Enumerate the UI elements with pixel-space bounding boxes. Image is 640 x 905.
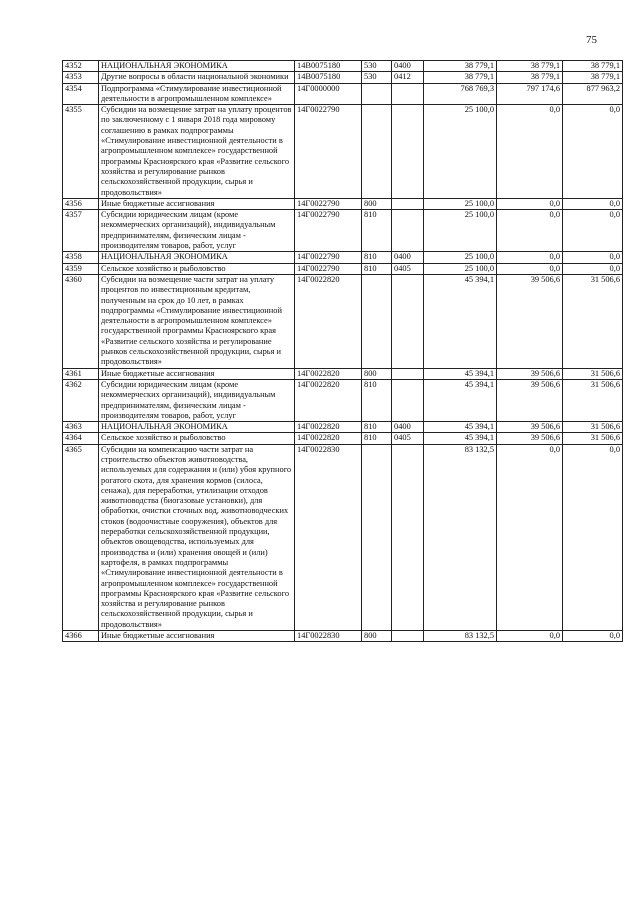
row-amount-year-3: 38 779,1 [563,61,623,72]
row-number: 4366 [63,631,99,642]
row-number: 4363 [63,422,99,433]
row-amount-year-1: 25 100,0 [424,198,497,209]
row-expense-type: 800 [362,198,392,209]
row-amount-year-1: 25 100,0 [424,210,497,252]
table-row [63,83,623,105]
row-expense-type: 810 [362,379,392,421]
row-amount-year-1: 45 394,1 [424,368,497,379]
row-name: Субсидии юридическим лицам (кроме некоммерческих организаций), индивидуальным предпринимателям, физическим лицам - производителям товаров, работ, услуг [99,379,295,421]
row-name: Сельское хозяйство и рыболовство [99,433,295,444]
row-amount-year-1: 25 100,0 [424,252,497,263]
table-row [63,444,623,630]
row-name: НАЦИОНАЛЬНАЯ ЭКОНОМИКА [99,61,295,72]
row-target-code: 14Г0022830 [295,444,362,630]
table-row [63,422,623,433]
row-amount-year-2: 0,0 [497,105,563,199]
row-name: Иные бюджетные ассигнования [99,368,295,379]
row-amount-year-2: 39 506,6 [497,379,563,421]
row-amount-year-2: 0,0 [497,444,563,630]
row-number: 4354 [63,83,99,105]
row-target-code: 14Г0022830 [295,631,362,642]
row-number: 4356 [63,198,99,209]
row-number: 4362 [63,379,99,421]
row-amount-year-1: 45 394,1 [424,379,497,421]
row-target-code: 14Г0022820 [295,379,362,421]
row-amount-year-2: 0,0 [497,252,563,263]
row-name: Субсидии юридическим лицам (кроме некоммерческих организаций), индивидуальным предпринимателям, физическим лицам - производителям товаров, работ, услуг [99,210,295,252]
row-section-code [392,631,424,642]
row-name: Другие вопросы в области национальной экономики [99,72,295,83]
row-number: 4352 [63,61,99,72]
row-expense-type: 810 [362,422,392,433]
row-amount-year-1: 38 779,1 [424,72,497,83]
row-expense-type: 530 [362,72,392,83]
row-expense-type [362,105,392,199]
row-number: 4365 [63,444,99,630]
row-target-code: 14В0075180 [295,61,362,72]
row-number: 4359 [63,263,99,274]
row-target-code: 14Г0000000 [295,83,362,105]
budget-table [62,60,623,642]
row-section-code: 0405 [392,263,424,274]
row-number: 4355 [63,105,99,199]
row-amount-year-3: 0,0 [563,263,623,274]
row-name: Иные бюджетные ассигнования [99,198,295,209]
row-amount-year-1: 45 394,1 [424,433,497,444]
row-number: 4364 [63,433,99,444]
row-name: НАЦИОНАЛЬНАЯ ЭКОНОМИКА [99,252,295,263]
table-row [63,252,623,263]
row-amount-year-2: 0,0 [497,210,563,252]
row-name: Подпрограмма «Стимулирование инвестиционной деятельности в агропромышленном комплексе» [99,83,295,105]
row-expense-type [362,274,392,368]
table-row [63,433,623,444]
row-amount-year-3: 31 506,6 [563,368,623,379]
row-target-code: 14Г0022790 [295,210,362,252]
row-amount-year-3: 0,0 [563,105,623,199]
table-row [63,61,623,72]
row-amount-year-3: 31 506,6 [563,379,623,421]
row-section-code: 0400 [392,61,424,72]
row-amount-year-1: 38 779,1 [424,61,497,72]
row-amount-year-3: 31 506,6 [563,422,623,433]
page-number: 75 [586,34,597,46]
row-section-code [392,83,424,105]
row-expense-type: 800 [362,631,392,642]
row-target-code: 14Г0022790 [295,198,362,209]
row-section-code [392,274,424,368]
row-expense-type: 810 [362,210,392,252]
row-amount-year-1: 25 100,0 [424,263,497,274]
row-target-code: 14Г0022790 [295,252,362,263]
row-amount-year-2: 38 779,1 [497,72,563,83]
row-section-code: 0405 [392,433,424,444]
row-amount-year-3: 0,0 [563,631,623,642]
row-number: 4360 [63,274,99,368]
row-section-code: 0400 [392,252,424,263]
row-section-code [392,368,424,379]
row-amount-year-1: 768 769,3 [424,83,497,105]
row-section-code [392,105,424,199]
table-row [63,72,623,83]
row-amount-year-3: 38 779,1 [563,72,623,83]
row-amount-year-2: 39 506,6 [497,422,563,433]
row-expense-type: 810 [362,263,392,274]
row-section-code [392,198,424,209]
row-name: Иные бюджетные ассигнования [99,631,295,642]
table-row [63,105,623,199]
row-amount-year-1: 45 394,1 [424,274,497,368]
row-name: Субсидии на компенсацию части затрат на строительство объектов животноводства, используемых для содержания и (или) убоя крупного рогатого скота, для хранения кормов (силоса, сенажа), для переработки, утилизации отходов животноводства (биогазовые установки), для обработки, очистки сточных вод, животноводческих стоков (водоочистные сооружения), объектов для переработки сельскохозяйственной продукции, объектов овощеводства, используемых для производства и (или) хранения овощей и (или) картофеля, в рамках подпрограммы «Стимулирование инвестиционной деятельности в агропромышленном комплексе» государственной программы Красноярского края «Развитие сельского хозяйства и регулирование рынков сельскохозяйственной продукции, сырья и продовольствия» [99,444,295,630]
row-name: Сельское хозяйство и рыболовство [99,263,295,274]
row-expense-type: 800 [362,368,392,379]
row-section-code: 0400 [392,422,424,433]
table-row [63,210,623,252]
row-name: Субсидии на возмещение затрат на уплату процентов по заключенному с 1 января 2018 года мировому соглашению в рамках подпрограммы «Стимулирование инвестиционной деятельности в агропромышленном комплексе» государственной программы Красноярского края «Развитие сельского хозяйства и регулирование рынков сельскохозяйственной продукции, сырья и продовольствия» [99,105,295,199]
row-target-code: 14Г0022820 [295,422,362,433]
table-row [63,631,623,642]
table-row [63,274,623,368]
row-amount-year-1: 83 132,5 [424,444,497,630]
row-name: Субсидии на возмещение части затрат на уплату процентов по инвестиционным кредитам, полученным на срок до 10 лет, в рамках подпрограммы «Стимулирование инвестиционной деятельности в агропромышленном комплексе» государственной программы Красноярского края «Развитие сельского хозяйства и регулирование рынков сельскохозяйственной продукции, сырья и продовольствия» [99,274,295,368]
row-target-code: 14Г0022820 [295,433,362,444]
row-amount-year-1: 83 132,5 [424,631,497,642]
row-number: 4353 [63,72,99,83]
row-amount-year-1: 25 100,0 [424,105,497,199]
row-amount-year-1: 45 394,1 [424,422,497,433]
row-amount-year-3: 877 963,2 [563,83,623,105]
row-amount-year-2: 797 174,6 [497,83,563,105]
row-expense-type [362,444,392,630]
row-amount-year-2: 0,0 [497,263,563,274]
row-expense-type [362,83,392,105]
row-section-code [392,444,424,630]
row-number: 4357 [63,210,99,252]
row-amount-year-3: 0,0 [563,444,623,630]
row-target-code: 14Г0022790 [295,105,362,199]
row-amount-year-2: 39 506,6 [497,368,563,379]
row-target-code: 14В0075180 [295,72,362,83]
row-amount-year-2: 0,0 [497,631,563,642]
budget-table-body [63,61,623,642]
row-amount-year-2: 38 779,1 [497,61,563,72]
row-amount-year-3: 0,0 [563,198,623,209]
row-target-code: 14Г0022820 [295,274,362,368]
row-target-code: 14Г0022820 [295,368,362,379]
row-amount-year-3: 0,0 [563,252,623,263]
row-name: НАЦИОНАЛЬНАЯ ЭКОНОМИКА [99,422,295,433]
row-number: 4358 [63,252,99,263]
row-amount-year-3: 0,0 [563,210,623,252]
row-target-code: 14Г0022790 [295,263,362,274]
table-row [63,368,623,379]
row-number: 4361 [63,368,99,379]
row-amount-year-2: 39 506,6 [497,274,563,368]
row-amount-year-2: 0,0 [497,198,563,209]
row-section-code: 0412 [392,72,424,83]
table-row [63,379,623,421]
row-expense-type: 810 [362,433,392,444]
row-section-code [392,210,424,252]
row-expense-type: 810 [362,252,392,263]
row-amount-year-3: 31 506,6 [563,433,623,444]
row-expense-type: 530 [362,61,392,72]
table-row [63,263,623,274]
row-section-code [392,379,424,421]
row-amount-year-2: 39 506,6 [497,433,563,444]
table-row [63,198,623,209]
row-amount-year-3: 31 506,6 [563,274,623,368]
